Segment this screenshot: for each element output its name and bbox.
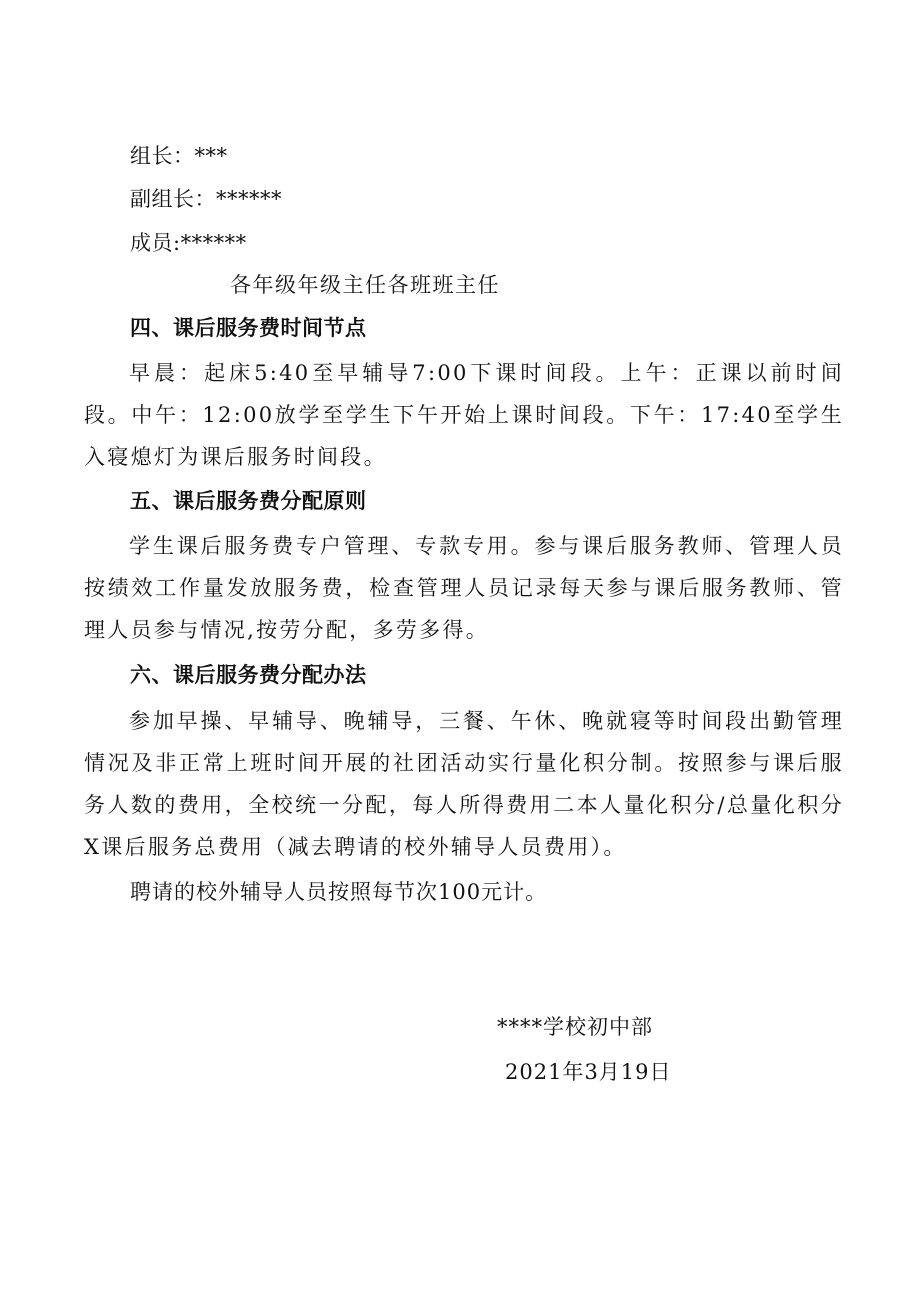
members-line: 成员:****** (130, 231, 247, 255)
section-5-heading: 五、课后服务费分配原则 (130, 489, 367, 513)
section-4-body: 早晨：起床5:40至早辅导7:00下课时间段。上午：正课以前时间段。中午：12:00放学至学生下午开始上课时间段。下午：17:40至学生入寝熄灯为课后服务时间段。 (84, 361, 844, 469)
signature-date: 2021年3月19日 (505, 1060, 672, 1084)
signature-org: ****学校初中部 (497, 1015, 653, 1039)
section-4-heading: 四、课后服务费时间节点 (130, 316, 367, 340)
vice-leader-line: 副组长：****** (130, 187, 282, 211)
leader-line: 组长：*** (130, 144, 228, 168)
section-5-body: 学生课后服务费专户管理、专款专用。参与课后服务教师、管理人员按绩效工作量发放服务费，检查管理人员记录每天参与课后服务教师、管理人员参与情况,按劳分配，多劳多得。 (84, 534, 844, 642)
members-detail-line: 各年级年级主任各班班主任 (230, 273, 500, 297)
section-6-note: 聘请的校外辅导人员按照每节次100元计。 (130, 880, 548, 904)
section-6-body: 参加早操、早辅导、晚辅导，三餐、午休、晚就寝等时间段出勤管理情况及非正常上班时间开展的社团活动实行量化积分制。按照参与课后服务人数的费用，全校统一分配，每人所得费用二本人量化积分/总量化积分X课后服务总费用（减去聘请的校外辅导人员费用）。 (84, 709, 844, 859)
section-6-heading: 六、课后服务费分配办法 (130, 663, 367, 687)
